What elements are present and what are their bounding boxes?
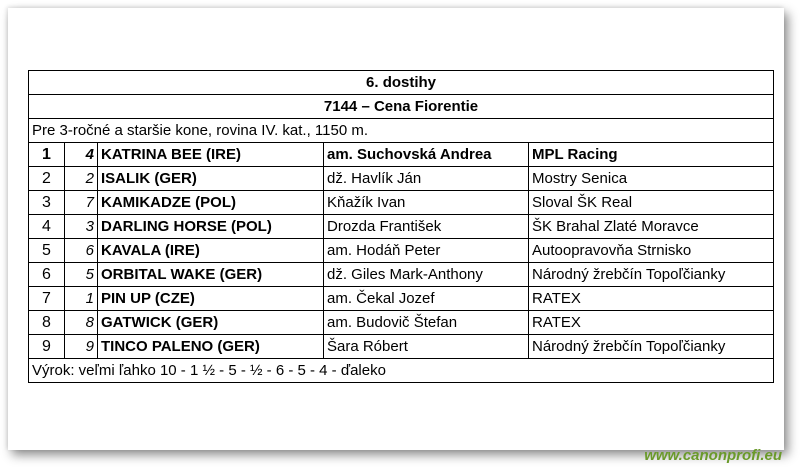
race-title-row — [29, 71, 774, 95]
watermark: www.canonprofi.eu — [644, 447, 782, 464]
owner-cell: Národný žrebčín Topoľčianky — [529, 335, 774, 359]
owner-cell: RATEX — [529, 287, 774, 311]
place-cell: 3 — [29, 191, 65, 215]
owner-cell: Autoopravovňa Strnisko — [529, 239, 774, 263]
owner-cell: Mostry Senica — [529, 167, 774, 191]
jockey-cell: Drozda František — [324, 215, 529, 239]
horse-cell: KATRINA BEE (IRE) — [98, 143, 324, 167]
place-cell: 6 — [29, 263, 65, 287]
jockey-cell: am. Hodáň Peter — [324, 239, 529, 263]
horse-cell: KAMIKADZE (POL) — [98, 191, 324, 215]
table-row — [29, 335, 774, 359]
owner-cell: RATEX — [529, 311, 774, 335]
race-name: 7144 – Cena Fiorentie — [29, 95, 774, 119]
table-row — [29, 143, 774, 167]
table-row — [29, 311, 774, 335]
horse-cell: GATWICK (GER) — [98, 311, 324, 335]
horse-cell: DARLING HORSE (POL) — [98, 215, 324, 239]
owner-cell: ŠK Brahal Zlaté Moravce — [529, 215, 774, 239]
place-cell: 1 — [29, 143, 65, 167]
place-cell: 5 — [29, 239, 65, 263]
horse-cell: ORBITAL WAKE (GER) — [98, 263, 324, 287]
owner-cell: Sloval ŠK Real — [529, 191, 774, 215]
horse-cell: ISALIK (GER) — [98, 167, 324, 191]
margins-text: Výrok: veľmi ľahko 10 - 1 ½ - 5 - ½ - 6 - 5 - 4 - ďaleko — [29, 359, 774, 383]
race-conditions: Pre 3-ročné a staršie kone, rovina IV. kat., 1150 m. — [29, 119, 774, 143]
table-row — [29, 287, 774, 311]
jockey-cell: Kňažík Ivan — [324, 191, 529, 215]
jockey-cell: am. Suchovská Andrea — [324, 143, 529, 167]
jockey-cell: am. Čekal Jozef — [324, 287, 529, 311]
number-cell: 2 — [65, 167, 98, 191]
place-cell: 4 — [29, 215, 65, 239]
number-cell: 3 — [65, 215, 98, 239]
table-row — [29, 215, 774, 239]
table-row — [29, 263, 774, 287]
race-name-row — [29, 95, 774, 119]
race-conditions-row — [29, 119, 774, 143]
number-cell: 4 — [65, 143, 98, 167]
race-results-table — [28, 70, 774, 383]
place-cell: 9 — [29, 335, 65, 359]
jockey-cell: dž. Havlík Ján — [324, 167, 529, 191]
race-title: 6. dostihy — [29, 71, 774, 95]
place-cell: 8 — [29, 311, 65, 335]
owner-cell: MPL Racing — [529, 143, 774, 167]
number-cell: 5 — [65, 263, 98, 287]
number-cell: 9 — [65, 335, 98, 359]
horse-cell: KAVALA (IRE) — [98, 239, 324, 263]
horse-cell: PIN UP (CZE) — [98, 287, 324, 311]
place-cell: 7 — [29, 287, 65, 311]
number-cell: 8 — [65, 311, 98, 335]
number-cell: 6 — [65, 239, 98, 263]
table-row — [29, 191, 774, 215]
margins-row — [29, 359, 774, 383]
jockey-cell: am. Budovič Štefan — [324, 311, 529, 335]
jockey-cell: Šara Róbert — [324, 335, 529, 359]
number-cell: 1 — [65, 287, 98, 311]
table-row — [29, 239, 774, 263]
horse-cell: TINCO PALENO (GER) — [98, 335, 324, 359]
place-cell: 2 — [29, 167, 65, 191]
jockey-cell: dž. Giles Mark-Anthony — [324, 263, 529, 287]
table-row — [29, 167, 774, 191]
owner-cell: Národný žrebčín Topoľčianky — [529, 263, 774, 287]
number-cell: 7 — [65, 191, 98, 215]
